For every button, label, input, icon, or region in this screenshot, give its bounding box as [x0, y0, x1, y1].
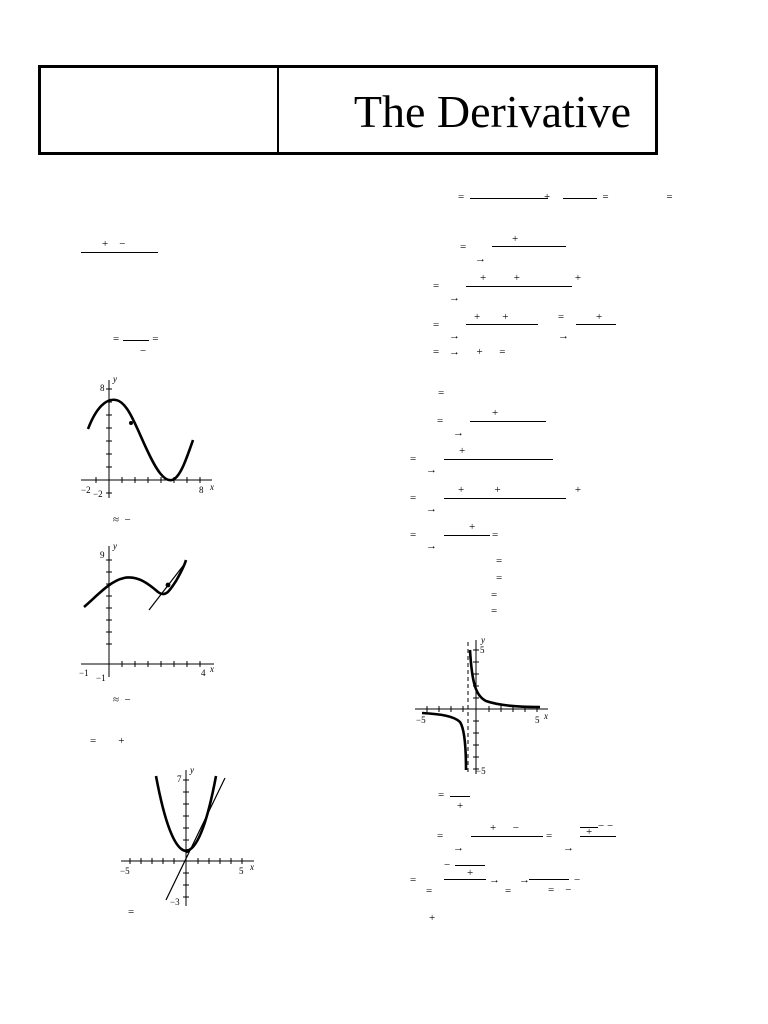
- right-line-21: =: [410, 492, 417, 504]
- fraction-bar: [529, 879, 569, 880]
- x-axis-name: x: [210, 482, 214, 492]
- right-line-42: −: [444, 859, 451, 871]
- curve-left-branch: [422, 713, 466, 770]
- right-line-19: →: [426, 464, 437, 476]
- right-line-33: +: [457, 800, 464, 812]
- y-axis-name: y: [113, 541, 117, 551]
- y-axis-name: y: [481, 635, 485, 645]
- right-line-11: +: [596, 311, 603, 323]
- left-approx-minus-1: ≈ −: [113, 514, 131, 526]
- right-line-24: =: [410, 529, 417, 541]
- fraction-bar: [470, 198, 548, 199]
- header-divider: [277, 68, 279, 152]
- xtick-right: 8: [199, 485, 204, 495]
- right-line-39: − −: [598, 820, 614, 832]
- fraction-bar: [470, 421, 546, 422]
- right-line-9: →: [449, 330, 460, 342]
- right-line-6: →: [449, 292, 460, 304]
- xtick-right: 5: [535, 715, 540, 725]
- fraction-bar: [471, 836, 543, 837]
- right-line-28: =: [496, 555, 503, 567]
- graph-reciprocal: [410, 634, 556, 778]
- x-axis-name: x: [210, 664, 214, 674]
- ytick-bottom: −2: [93, 489, 103, 499]
- graph-parabola-tangent: [116, 764, 262, 910]
- right-line-27: =: [492, 529, 499, 541]
- left-eq-eq: = =: [113, 333, 159, 345]
- page-title: The Derivative: [353, 86, 631, 137]
- right-line-48: −: [574, 874, 581, 886]
- left-plus-minus: + −: [102, 238, 126, 250]
- ytick-top: 9: [100, 550, 105, 560]
- right-line-29: =: [496, 572, 503, 584]
- ytick-top: 7: [177, 774, 182, 784]
- right-line-7: + + =: [474, 311, 565, 323]
- point: [129, 421, 133, 425]
- left-minus: −: [140, 345, 147, 357]
- fraction-bar: [466, 324, 538, 325]
- right-line-8: =: [433, 319, 440, 331]
- x-axis-name: x: [544, 711, 548, 721]
- right-line-37: =: [546, 830, 553, 842]
- right-line-3: →: [475, 253, 486, 265]
- xtick-right: 5: [239, 866, 244, 876]
- right-line-17: +: [492, 407, 499, 419]
- right-line-44: =: [426, 885, 433, 897]
- right-line-50: +: [429, 912, 436, 924]
- curve: [88, 400, 193, 480]
- curve-right-branch: [470, 650, 540, 707]
- fraction-bar: [123, 340, 149, 341]
- fraction-bar: [444, 879, 486, 880]
- right-line-31: =: [491, 605, 498, 617]
- right-line-18: =: [410, 453, 417, 465]
- ytick-bottom: −1: [96, 673, 106, 682]
- right-line-22: →: [426, 503, 437, 515]
- right-line-10: →: [558, 330, 569, 342]
- right-line-13: → + =: [449, 346, 506, 358]
- fraction-bar: [444, 459, 553, 460]
- right-line-35: →: [453, 842, 464, 854]
- xtick-left: −2: [81, 485, 91, 495]
- right-line-26: +: [469, 521, 476, 533]
- y-axis-name: y: [113, 374, 117, 384]
- right-line-0: = + = =: [458, 191, 673, 203]
- fraction-bar: [466, 286, 572, 287]
- xtick-left: −5: [120, 866, 130, 876]
- right-line-14: =: [438, 387, 445, 399]
- right-line-49: = −: [548, 884, 572, 896]
- xtick-right: 4: [201, 668, 206, 678]
- right-line-16: →: [453, 427, 464, 439]
- fraction-bar: [492, 246, 566, 247]
- right-line-4: + + +: [480, 272, 582, 284]
- xtick-left: −5: [416, 715, 426, 725]
- right-line-12: =: [433, 346, 440, 358]
- left-eq-plus: = +: [90, 735, 125, 747]
- header-box: [38, 65, 658, 155]
- right-line-34: =: [437, 830, 444, 842]
- y-axis-name: y: [190, 765, 194, 775]
- fraction-bar: [444, 498, 566, 499]
- curve: [84, 560, 186, 607]
- graph-sine: [76, 372, 218, 506]
- right-line-36: + −: [490, 822, 519, 834]
- right-line-23: + + +: [458, 484, 582, 496]
- right-line-32: =: [438, 789, 445, 801]
- right-line-46: =: [505, 885, 512, 897]
- ytick-bottom: −3: [170, 897, 180, 907]
- right-line-20: +: [459, 445, 466, 457]
- right-line-2: =: [460, 241, 467, 253]
- left-approx-minus-2: ≈ −: [113, 694, 131, 706]
- fraction-bar: [563, 198, 597, 199]
- right-line-43: +: [467, 867, 474, 879]
- fraction-bar: [450, 796, 470, 797]
- point: [166, 583, 171, 588]
- left-eq-bottom: =: [128, 906, 135, 918]
- right-line-41: =: [410, 874, 417, 886]
- fraction-bar: [444, 535, 490, 536]
- right-line-40: +: [586, 826, 593, 838]
- point: [185, 849, 189, 853]
- right-line-38: →: [563, 842, 574, 854]
- right-line-47: →: [519, 874, 530, 886]
- right-line-5: =: [433, 280, 440, 292]
- right-line-30: =: [491, 589, 498, 601]
- right-line-15: =: [437, 415, 444, 427]
- ytick-top: 8: [100, 383, 105, 393]
- xtick-left: −1: [79, 668, 89, 678]
- ytick-bottom: −5: [476, 766, 486, 776]
- ytick-top: 5: [480, 645, 485, 655]
- right-line-25: →: [426, 540, 437, 552]
- right-line-45: →: [489, 874, 500, 886]
- fraction-bar: [455, 865, 485, 866]
- right-line-1: +: [512, 233, 519, 245]
- fraction-bar: [576, 324, 616, 325]
- fraction-bar: [81, 252, 158, 253]
- graph-cubic-tangent: [76, 540, 226, 682]
- x-axis-name: x: [250, 862, 254, 872]
